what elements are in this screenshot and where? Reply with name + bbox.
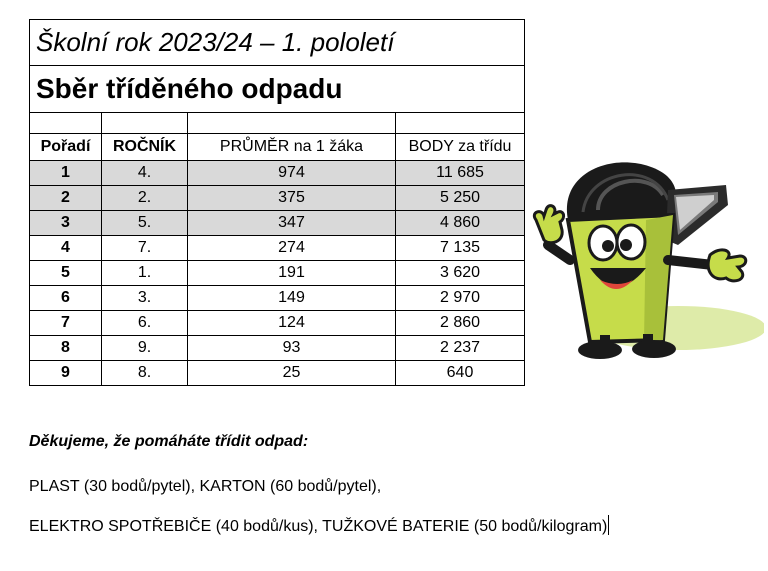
cell-grade: 4.: [102, 161, 188, 186]
cell-grade: 2.: [102, 186, 188, 211]
title-row: [30, 20, 525, 66]
thanks-heading: Děkujeme, že pomáháte třídit odpad:: [29, 433, 309, 450]
cell-average: 347: [188, 211, 396, 236]
cell-grade: 1.: [102, 261, 188, 286]
cell-rank: 1: [30, 161, 102, 186]
results-table: [29, 19, 525, 386]
cell-average: 25: [188, 361, 396, 386]
cell-average: 124: [188, 311, 396, 336]
cell-points: 7 135: [396, 236, 525, 261]
table-row: [30, 261, 525, 286]
page-subtitle: Sběr tříděného odpadu: [30, 66, 525, 113]
cell-rank: 5: [30, 261, 102, 286]
table-body: [30, 161, 525, 386]
empty-cell: [30, 113, 102, 134]
points-info-line-2-text: ELEKTRO SPOTŘEBIČE (40 bodů/kus), TUŽKOVÉ BATERIE (50 bodů/kilogram): [29, 518, 608, 535]
cell-rank: 3: [30, 211, 102, 236]
points-info-line-1: PLAST (30 bodů/pytel), KARTON (60 bodů/pytel),: [29, 478, 382, 495]
table-header-row: [30, 134, 525, 161]
table-row: [30, 336, 525, 361]
cell-grade: 7.: [102, 236, 188, 261]
cell-average: 191: [188, 261, 396, 286]
table-row: [30, 161, 525, 186]
cell-grade: 8.: [102, 361, 188, 386]
cell-grade: 6.: [102, 311, 188, 336]
points-info-line-2[interactable]: [29, 515, 609, 536]
cell-points: 2 970: [396, 286, 525, 311]
cell-rank: 6: [30, 286, 102, 311]
empty-cell: [102, 113, 188, 134]
cell-points: 11 685: [396, 161, 525, 186]
cell-average: 149: [188, 286, 396, 311]
table-row: [30, 236, 525, 261]
cell-points: 2 237: [396, 336, 525, 361]
cell-average: 974: [188, 161, 396, 186]
cell-average: 375: [188, 186, 396, 211]
header-points: BODY za třídu: [396, 134, 525, 161]
cell-rank: 9: [30, 361, 102, 386]
table-row: [30, 361, 525, 386]
cell-grade: 9.: [102, 336, 188, 361]
cell-grade: 5.: [102, 211, 188, 236]
subtitle-row: [30, 66, 525, 113]
cell-rank: 8: [30, 336, 102, 361]
table-row: [30, 186, 525, 211]
cell-rank: 2: [30, 186, 102, 211]
cell-points: 5 250: [396, 186, 525, 211]
page-title: Školní rok 2023/24 – 1. pololetí: [30, 20, 525, 66]
header-average: PRŮMĚR na 1 žáka: [188, 134, 396, 161]
recycling-bin-mascot-icon: [528, 150, 764, 365]
cell-average: 274: [188, 236, 396, 261]
empty-cell: [396, 113, 525, 134]
cell-points: 640: [396, 361, 525, 386]
empty-cell: [188, 113, 396, 134]
cell-grade: 3.: [102, 286, 188, 311]
spacer-row: [30, 113, 525, 134]
header-grade: ROČNÍK: [102, 134, 188, 161]
cell-average: 93: [188, 336, 396, 361]
text-cursor: [608, 515, 609, 535]
table-row: [30, 211, 525, 236]
cell-rank: 7: [30, 311, 102, 336]
table-row: [30, 286, 525, 311]
cell-rank: 4: [30, 236, 102, 261]
cell-points: 4 860: [396, 211, 525, 236]
header-rank: Pořadí: [30, 134, 102, 161]
cell-points: 3 620: [396, 261, 525, 286]
table-row: [30, 311, 525, 336]
cell-points: 2 860: [396, 311, 525, 336]
